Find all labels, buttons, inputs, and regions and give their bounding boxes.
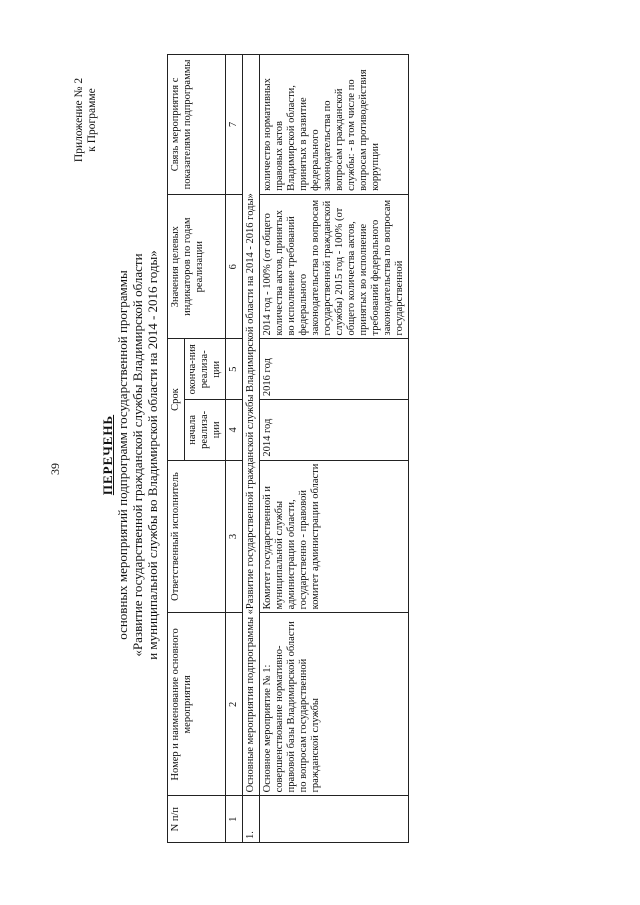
document-title	[100, 185, 160, 725]
row-end: 2016 год	[260, 339, 409, 400]
header-indicators: Значения целевых индикаторов по годам реализации	[168, 194, 226, 339]
col-number: 2	[226, 613, 243, 796]
header-name: Номер и наименование основного мероприятия	[168, 613, 226, 796]
col-number: 3	[226, 460, 243, 613]
col-number: 4	[226, 400, 243, 461]
measures-table	[167, 54, 409, 843]
row-indicators: 2014 год - 100% (от общего количества актов, принятых во исполнение требований федерального законодательства по вопросам государственной гражданской службы) 2015 год - 100% (от общего количества актов, принятых во исполнение требований федерального законодательства по вопросам государственной	[260, 194, 409, 339]
col-number: 5	[226, 339, 243, 400]
section-row	[243, 55, 260, 843]
title-line3: и муниципальной службы во Владимирской области на 2014 - 2016 годы»	[145, 250, 160, 660]
row-link: количество нормативных правовых актов Владимирской области, принятых в развитие федерального законодательства по вопросам гражданской службы: - в том числе по вопросам противодействия коррупции	[260, 55, 409, 195]
table-row	[260, 55, 409, 843]
appendix-line1: Приложение № 2	[73, 77, 85, 163]
header-link: Связь мероприятия с показателями подпрограммы	[168, 55, 226, 195]
appendix-line2: к Программе	[86, 88, 98, 152]
section-number: 1.	[243, 796, 260, 843]
header-num: N п/п	[168, 796, 226, 843]
col-number: 6	[226, 194, 243, 339]
title-line1: основных мероприятий подпрограмм государственной программы	[115, 270, 130, 640]
header-executor: Ответственный исполнитель	[168, 460, 226, 613]
header-term: Срок	[168, 339, 185, 460]
row-name: Основное мероприятие № 1: совершенствование нормативно-правовой базы Владимирской области по вопросам государственной гражданской службы	[260, 613, 409, 796]
row-executor: Комитет государственной и муниципальной службы администрации области, государственно - правовой комитет администрации области	[260, 460, 409, 613]
appendix-label	[73, 70, 99, 170]
section-title: Основные мероприятия подпрограммы «Развитие государственной гражданской службы Владимирской области на 2014 - 2016 годы»	[243, 55, 260, 796]
header-end: оконча-ния реализа-ции	[185, 339, 226, 400]
title-line2: «Развитие государственной гражданской службы Владимирской области	[130, 253, 145, 657]
title-main: ПЕРЕЧЕНЬ	[100, 414, 115, 496]
col-number: 1	[226, 796, 243, 843]
row-num-cell	[260, 796, 409, 843]
row-start: 2014 год	[260, 400, 409, 461]
header-start: начала реализа-ции	[185, 400, 226, 461]
col-number: 7	[226, 55, 243, 195]
column-numbers-row	[226, 55, 243, 843]
page-number: 39	[48, 463, 62, 475]
header-row	[168, 55, 185, 843]
